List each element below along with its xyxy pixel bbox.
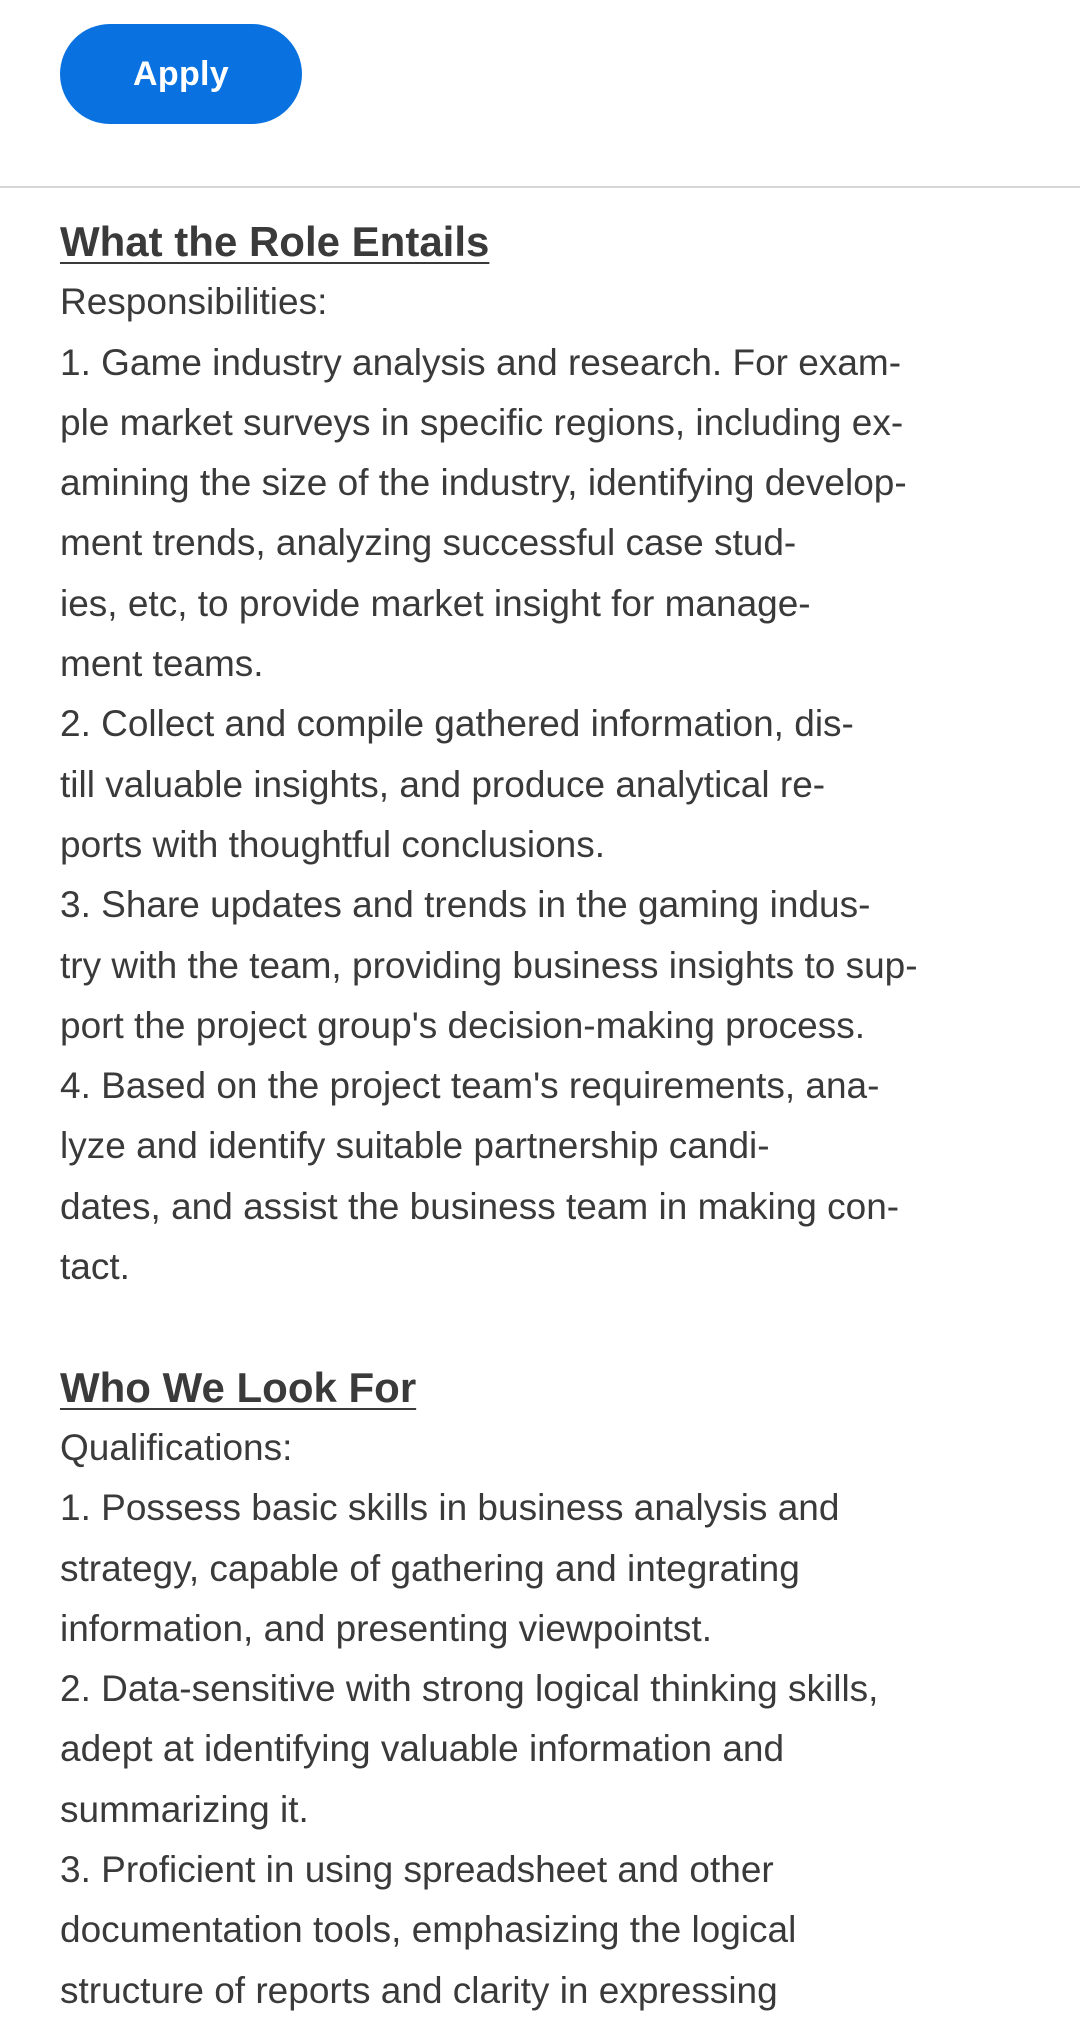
role-line: lyze and identify suitable partnership candi- (60, 1125, 770, 1167)
qualification-line: strategy, capable of gathering and integrating (60, 1547, 800, 1589)
role-line: till valuable insights, and produce analytical re- (60, 763, 826, 805)
role-line: 2. Collect and compile gathered information, dis- (60, 703, 854, 745)
role-line: ment teams. (60, 643, 264, 685)
qualification-line: adept at identifying valuable information and (60, 1728, 785, 1770)
role-line: 3. Share updates and trends in the gaming indus- (60, 884, 871, 926)
role-line: Responsibilities: (60, 281, 328, 323)
role-line: ports with thoughtful conclusions. (60, 823, 606, 865)
qualification-line: Qualifications: (60, 1426, 293, 1468)
qualifications-text (60, 1418, 1020, 2021)
qualification-line: documentation tools, emphasizing the logical (60, 1909, 797, 1951)
apply-bar (0, 0, 1080, 186)
qualification-line: summarizing it. (60, 1788, 309, 1830)
role-line: try with the team, providing business insights to sup- (60, 944, 918, 986)
role-line: 1. Game industry analysis and research. For exam- (60, 341, 902, 383)
role-text (60, 272, 1020, 1297)
role-line: ple market surveys in specific regions, including ex- (60, 401, 904, 443)
role-line: 4. Based on the project team's requirements, ana- (60, 1065, 880, 1107)
divider (0, 186, 1080, 188)
role-line: ies, etc, to provide market insight for manage- (60, 582, 811, 624)
section-spacer (60, 1297, 1020, 1357)
role-line: dates, and assist the business team in making con- (60, 1185, 900, 1227)
role-line: tact. (60, 1246, 130, 1288)
role-line: amining the size of the industry, identifying develop- (60, 462, 907, 504)
role-line: port the project group's decision-making process. (60, 1004, 866, 1046)
role-section (60, 212, 1020, 1297)
qualification-line: 2. Data-sensitive with strong logical thinking skills, (60, 1668, 879, 1710)
section-title-qualifications: Who We Look For (60, 1363, 417, 1411)
qualification-line: information, and presenting viewpointst. (60, 1607, 712, 1649)
job-description (60, 212, 1020, 2021)
qualification-line: structure of reports and clarity in expressing (60, 1969, 778, 2011)
section-title-role: What the Role Entails (60, 218, 490, 265)
role-line: ment trends, analyzing successful case stud- (60, 522, 797, 564)
qualification-line: 1. Possess basic skills in business analysis and (60, 1487, 840, 1529)
qualification-line: 3. Proficient in using spreadsheet and other (60, 1849, 774, 1891)
apply-button[interactable]: Apply (60, 24, 302, 124)
qualifications-section (60, 1358, 1020, 2021)
